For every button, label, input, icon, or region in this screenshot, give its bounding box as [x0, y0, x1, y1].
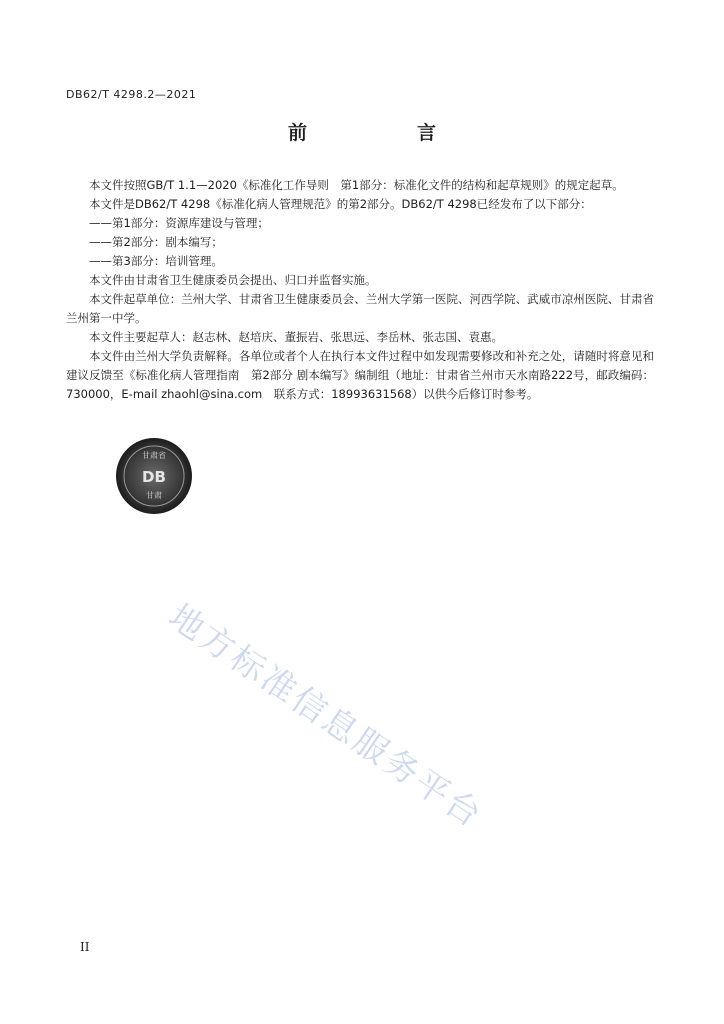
paragraph-drafting-rules: 本文件按照GB/T 1.1—2020《标准化工作导则 第1部分：标准化文件的结构和起草规则》的规定起草。 [89, 178, 624, 192]
paragraph-feedback: 本文件由兰州大学负责解释。各单位或者个人在执行本文件过程中如发现需要修改和补充之处，请随时将意见和建议反馈至《标准化病人管理指南 第2部分 剧本编写》编制组（地址：甘肃省兰州市天水南路222号，邮政编码：730000，E-mail zhaohl@sina.com 联系方式：18993631568）以供今后修订时参考。 [66, 349, 654, 401]
foreword-body [66, 176, 654, 404]
page-title: 前 言 [287, 122, 460, 144]
list-item-part-1: ——第1部分：资源库建设与管理； [89, 216, 269, 230]
seal-top-text: 甘肃省 [142, 451, 166, 460]
paragraph-series-part: 本文件是DB62/T 4298《标准化病人管理规范》的第2部分。DB62/T 4298已经发布了以下部分： [89, 197, 592, 211]
watermark: 地方标准信息服务平台 [161, 596, 491, 837]
paragraph-proposer: 本文件由甘肃省卫生健康委员会提出、归口并监督实施。 [89, 273, 377, 287]
seal-center-text: DB [142, 468, 166, 486]
official-seal [114, 436, 194, 516]
list-item-part-2: ——第2部分：剧本编写； [89, 235, 223, 249]
list-item-part-3: ——第3部分：培训管理。 [89, 254, 223, 268]
paragraph-drafting-units: 本文件起草单位：兰州大学、甘肃省卫生健康委员会、兰州大学第一医院、河西学院、武威市凉州医院、甘肃省兰州第一中学。 [66, 292, 654, 325]
document-id: DB62/T 4298.2—2021 [66, 88, 197, 101]
paragraph-drafters: 本文件主要起草人：赵志林、赵培庆、董振岩、张思远、李岳林、张志国、袁惠。 [89, 330, 503, 344]
seal-bottom-text: 甘肃 [146, 491, 162, 500]
page-number: II [80, 940, 90, 954]
